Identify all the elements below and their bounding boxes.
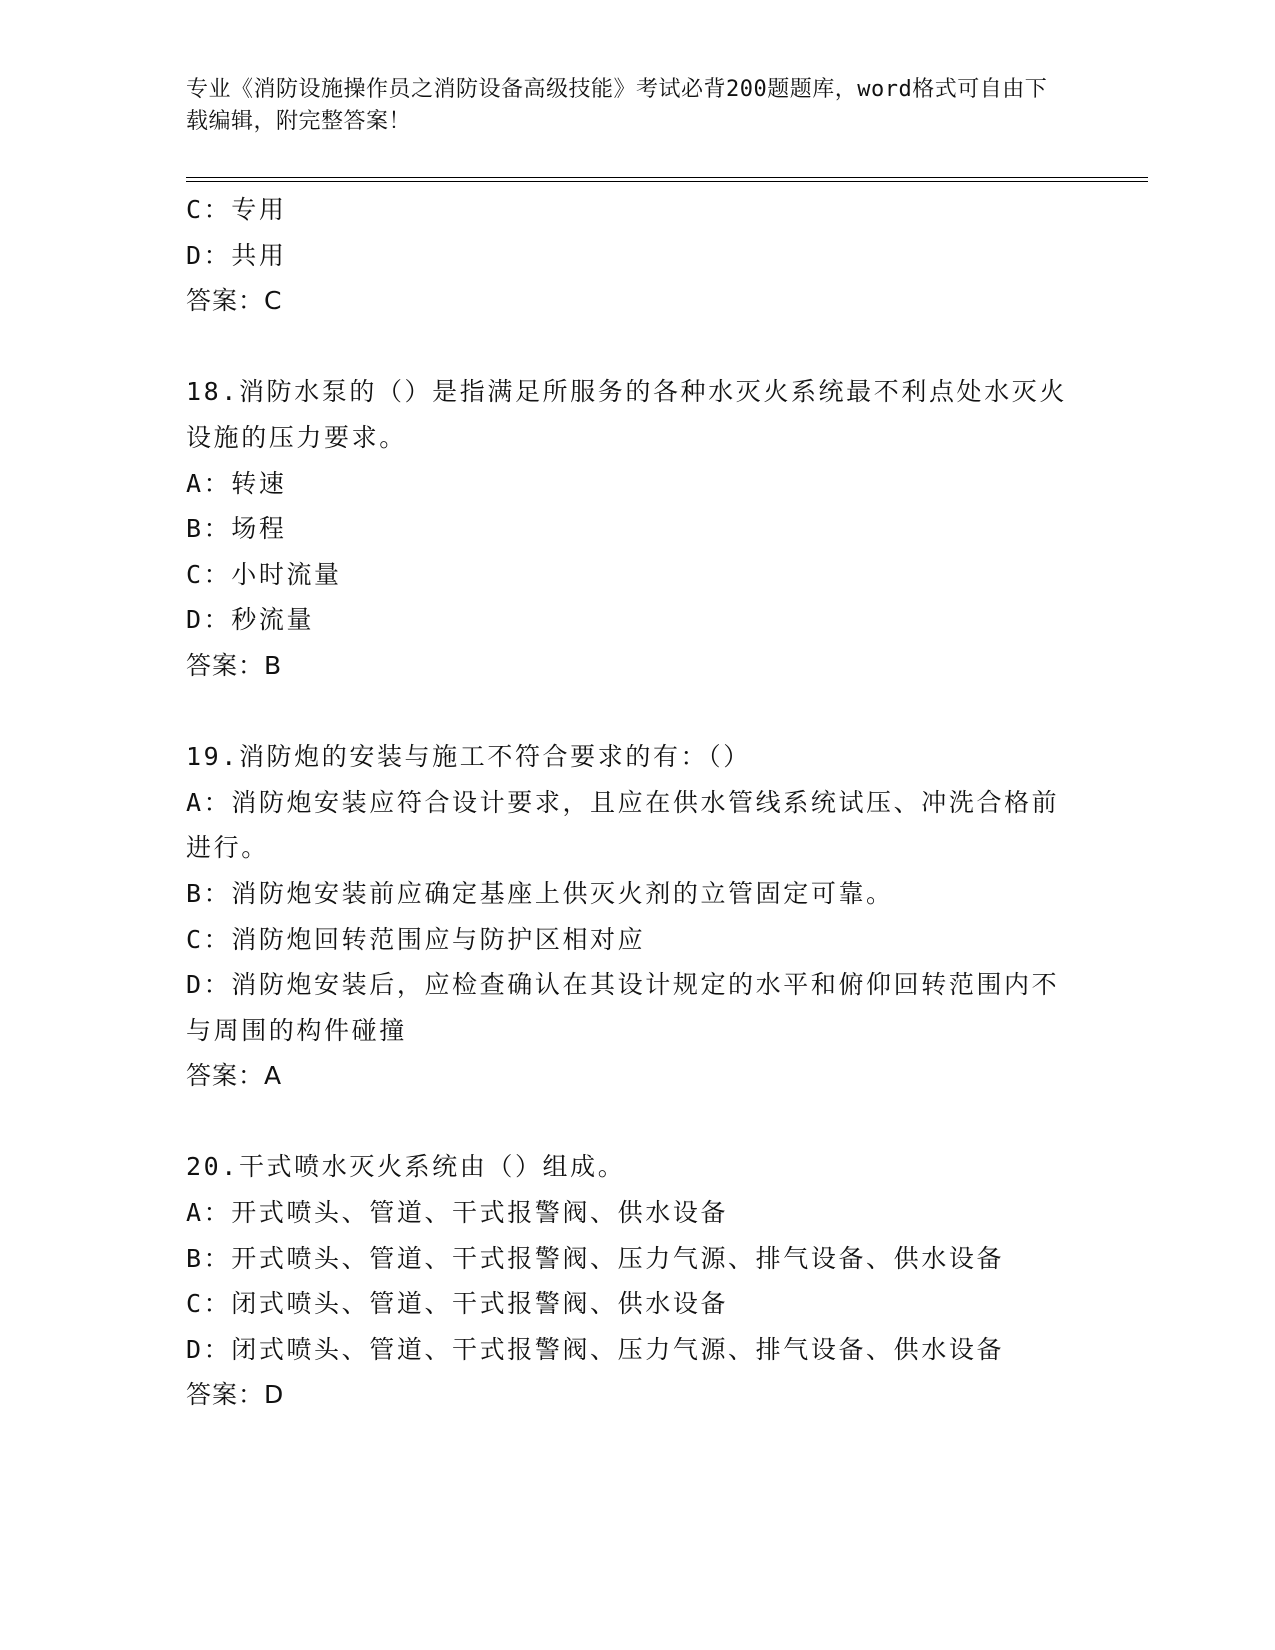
- option-b: B：开式喷头、管道、干式报警阀、压力气源、排气设备、供水设备: [186, 1243, 1005, 1273]
- answer-line: 答案：C: [186, 286, 283, 316]
- option-a: A：转速: [186, 468, 287, 498]
- header-rule-bottom: [186, 181, 1148, 182]
- option-d: D：闭式喷头、管道、干式报警阀、压力气源、排气设备、供水设备: [186, 1334, 1005, 1364]
- option-a: A：开式喷头、管道、干式报警阀、供水设备: [186, 1198, 729, 1228]
- question-stem: 18.消防水泵的（）是指满足所服务的各种水灭火系统最不利点处水灭火设施的压力要求。: [186, 377, 1067, 452]
- option-d: D：消防炮安装后，应检查确认在其设计规定的水平和俯仰回转范围内不与周围的构件碰撞: [186, 970, 1060, 1045]
- question-18: [186, 369, 1086, 688]
- option-d: D：秒流量: [186, 605, 315, 635]
- question-19: [186, 734, 1086, 1099]
- question-content: [186, 187, 1086, 1418]
- option-b: B：场程: [186, 514, 287, 544]
- answer-line: 答案：B: [186, 650, 283, 680]
- answer-line: 答案：D: [186, 1380, 285, 1410]
- question-stem: 20.干式喷水灭火系统由（）组成。: [186, 1152, 626, 1182]
- option-a: A：消防炮安装应符合设计要求，且应在供水管线系统试压、冲洗合格前进行。: [186, 787, 1060, 863]
- question-stem: 19.消防炮的安装与施工不符合要求的有：（）: [186, 742, 751, 772]
- previous-question-tail: [186, 187, 1086, 324]
- option-d: D：共用: [186, 240, 287, 270]
- spacer: [186, 689, 1086, 735]
- option-c: C：消防炮回转范围应与防护区相对应: [186, 924, 646, 954]
- spacer: [186, 324, 1086, 370]
- question-20: [186, 1144, 1086, 1418]
- option-c: C：专用: [186, 195, 287, 224]
- option-b: B：消防炮安装前应确定基座上供灭火剂的立管固定可靠。: [186, 878, 894, 908]
- spacer: [186, 1099, 1086, 1145]
- option-c: C：小时流量: [186, 559, 342, 589]
- header-rule-top: [186, 177, 1148, 178]
- option-c: C：闭式喷头、管道、干式报警阀、供水设备: [186, 1289, 729, 1319]
- answer-line: 答案：A: [186, 1061, 283, 1091]
- document-header: 专业《消防设施操作员之消防设备高级技能》考试必背200题题库，word格式可自由下载编辑，附完整答案！: [186, 77, 1048, 134]
